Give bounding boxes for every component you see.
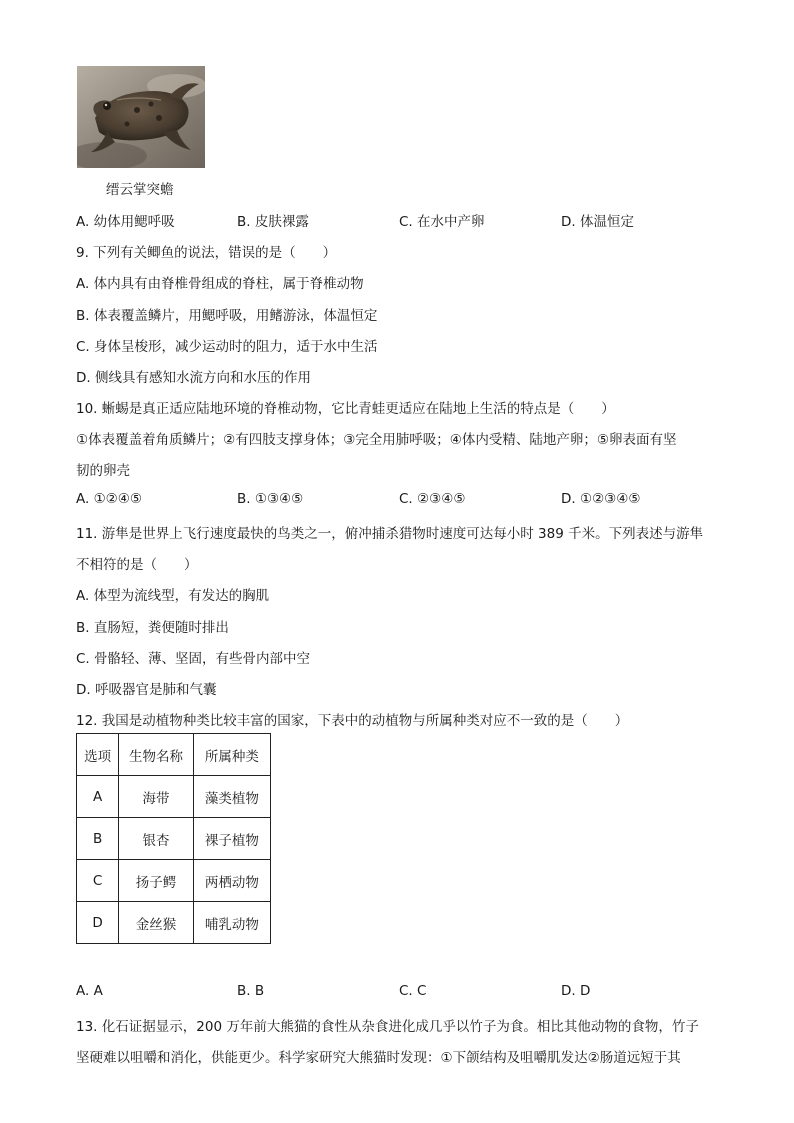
- q10-stem: 10. 蜥蜴是真正适应陆地环境的脊椎动物，它比青蛙更适应在陆地上生活的特点是（ ）: [76, 401, 615, 417]
- table-cell: 银杏: [119, 818, 193, 860]
- q9-option-a: A. 体内具有由脊椎骨组成的脊柱，属于脊椎动物: [76, 276, 364, 292]
- q13-stem-line2: 坚硬难以咀嚼和消化，供能更少。科学家研究大熊猫时发现：①下颌结构及咀嚼肌发达②肠道远短于其: [76, 1050, 681, 1066]
- table-cell: C: [77, 860, 119, 902]
- table-cell: A: [77, 776, 119, 818]
- q9-option-d: D. 侧线具有感知水流方向和水压的作用: [76, 370, 311, 386]
- q8-option-a: A. 幼体用鳃呼吸: [76, 214, 175, 230]
- q12-option-a: A. A: [76, 983, 103, 999]
- q12-option-c: C. C: [399, 983, 427, 999]
- table-cell: 哺乳动物: [193, 902, 270, 944]
- q13-stem-line1: 13. 化石证据显示，200 万年前大熊猫的食性从杂食进化成几乎以竹子为食。相比其他动物的食物，竹子: [76, 1019, 699, 1035]
- table-header-cell: 所属种类: [193, 734, 270, 776]
- table-row: [77, 818, 271, 860]
- table-cell: 裸子植物: [193, 818, 270, 860]
- q12-option-b: B. B: [237, 983, 265, 999]
- toad-photo: [77, 66, 205, 168]
- table-row: [77, 902, 271, 944]
- q9-option-c: C. 身体呈梭形，减少运动时的阻力，适于水中生活: [76, 339, 378, 355]
- table-row: [77, 776, 271, 818]
- q11-option-c: C. 骨骼轻、薄、坚固，有些骨内部中空: [76, 651, 311, 667]
- q12-stem: 12. 我国是动植物种类比较丰富的国家，下表中的动植物与所属种类对应不一致的是（ ）: [76, 713, 629, 729]
- photo-caption: 缙云掌突蟾: [106, 182, 174, 198]
- table-row: [77, 860, 271, 902]
- table-cell: 两栖动物: [193, 860, 270, 902]
- q11-option-d: D. 呼吸器官是肺和气囊: [76, 682, 217, 698]
- q10-statements-line2: 韧的卵壳: [76, 463, 130, 479]
- table-header-cell: 生物名称: [119, 734, 193, 776]
- table-header-row: [77, 734, 271, 776]
- table-cell: 海带: [119, 776, 193, 818]
- q9-option-b: B. 体表覆盖鳞片，用鳃呼吸，用鳍游泳，体温恒定: [76, 308, 378, 324]
- table-cell: D: [77, 902, 119, 944]
- q8-option-b: B. 皮肤裸露: [237, 214, 309, 230]
- q10-option-b: B. ①③④⑤: [237, 491, 304, 507]
- q10-option-c: C. ②③④⑤: [399, 491, 466, 507]
- table-cell: 藻类植物: [193, 776, 270, 818]
- table-header-cell: 选项: [77, 734, 119, 776]
- table-cell: 金丝猴: [119, 902, 193, 944]
- q11-stem-line1: 11. 游隼是世界上飞行速度最快的鸟类之一，俯冲捕杀猎物时速度可达每小时 389 千米。下列表述与游隼: [76, 526, 704, 542]
- q11-option-b: B. 直肠短，粪便随时排出: [76, 620, 229, 636]
- table-cell: B: [77, 818, 119, 860]
- q10-option-a: A. ①②④⑤: [76, 491, 142, 507]
- q10-option-d: D. ①②③④⑤: [561, 491, 641, 507]
- table-cell: 扬子鳄: [119, 860, 193, 902]
- q12-table: [76, 733, 271, 944]
- q9-stem: 9. 下列有关鲫鱼的说法，错误的是（ ）: [76, 245, 337, 261]
- q8-option-c: C. 在水中产卵: [399, 214, 485, 230]
- q11-stem-line2: 不相符的是（ ）: [76, 557, 198, 573]
- q12-option-d: D. D: [561, 983, 591, 999]
- q11-option-a: A. 体型为流线型，有发达的胸肌: [76, 588, 270, 604]
- q8-option-d: D. 体温恒定: [561, 214, 634, 230]
- q10-statements-line1: ①体表覆盖着角质鳞片；②有四肢支撑身体；③完全用肺呼吸；④体内受精、陆地产卵；⑤卵表面有坚: [76, 432, 677, 448]
